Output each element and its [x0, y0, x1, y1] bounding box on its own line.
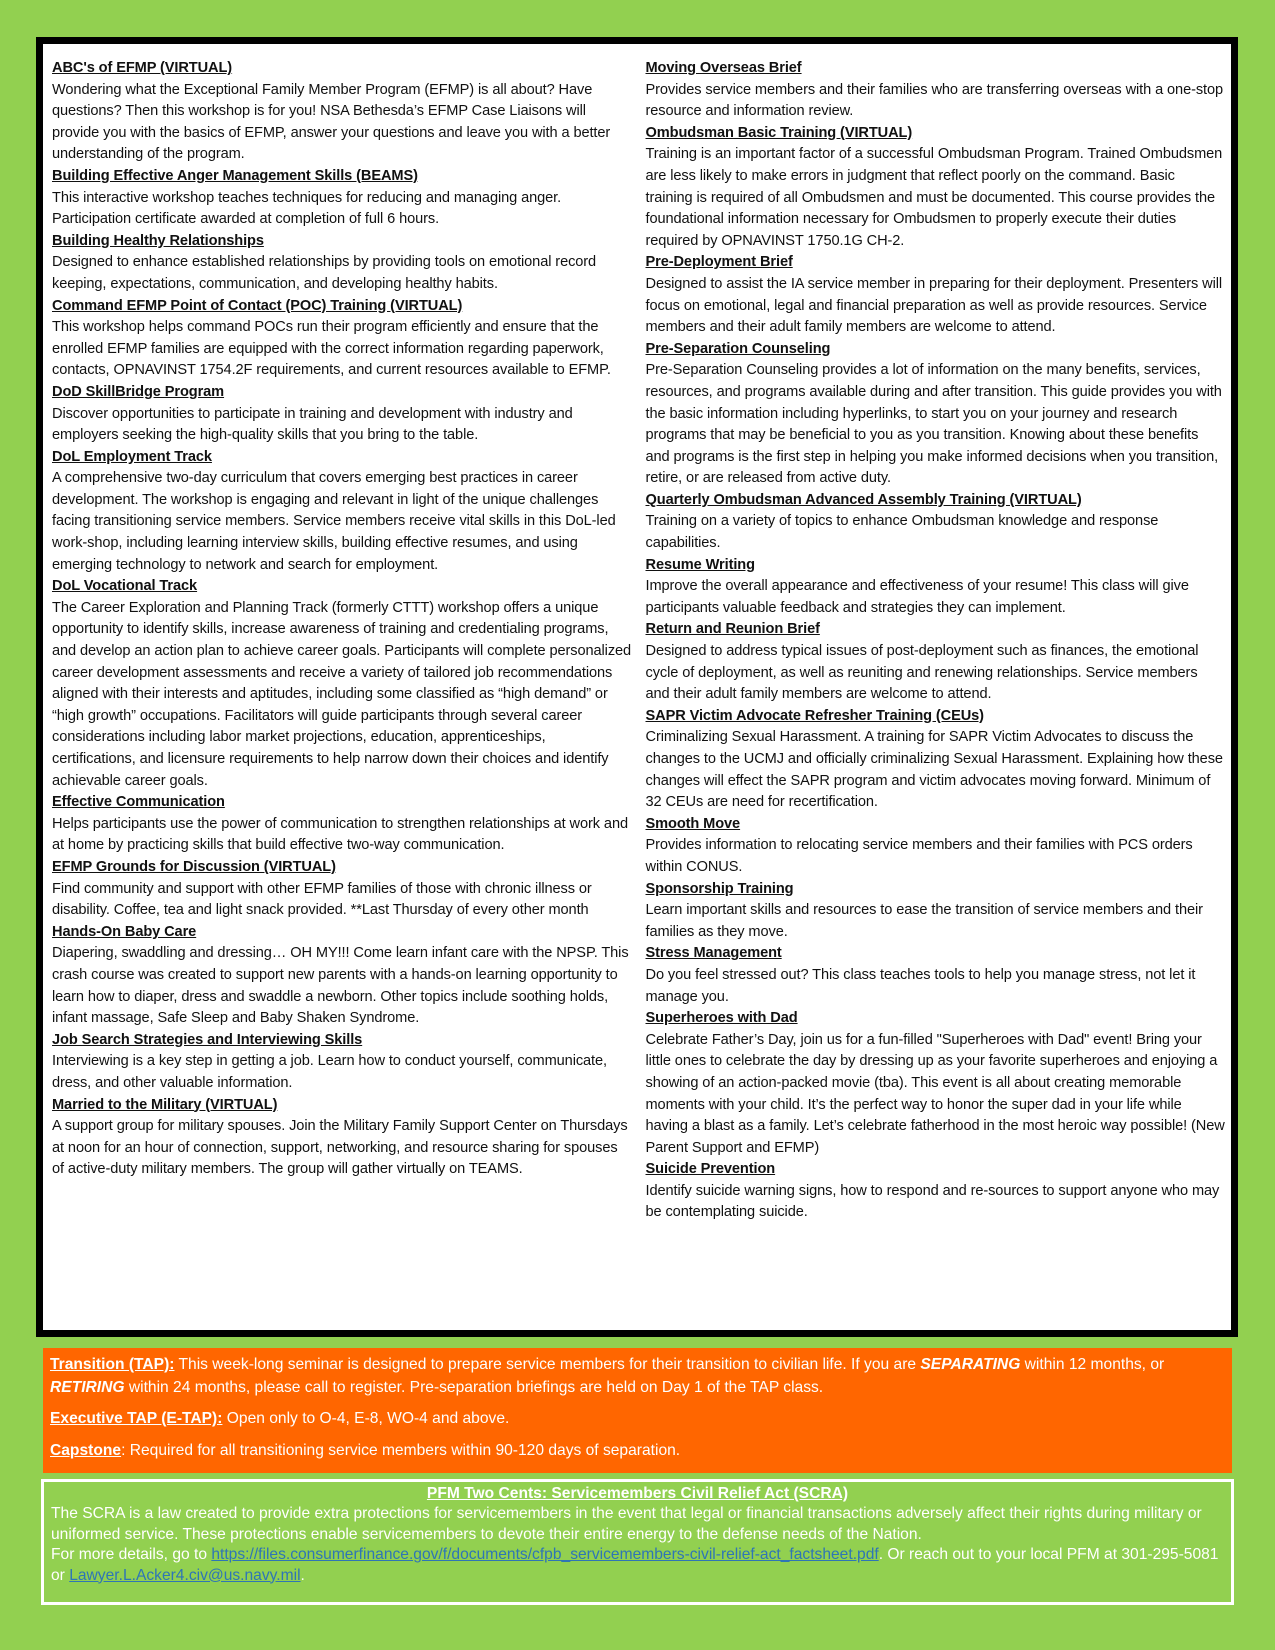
course-catalog [36, 37, 1238, 1337]
course-description: Improve the overall appearance and effectiveness of your resume! This class will give participants valuable feedback and strategies they can implement. [645, 578, 1189, 616]
course-entry [52, 296, 632, 382]
course-title[interactable]: Married to the Military (VIRTUAL) [52, 1096, 278, 1113]
course-entry [646, 490, 1226, 555]
course-title[interactable]: Effective Communication [52, 794, 225, 811]
course-description: Wondering what the Exceptional Family Member Program (EFMP) is all about? Have questions? Then this workshop is for you! NSA Bethesda’s EFMP Case Liaisons will provide you with the basics of EFMP, answer your questions and leave you with a better understanding of the program. [52, 81, 611, 163]
course-description: Identify suicide warning signs, how to respond and re-sources to support anyone who may be contemplating suicide. [645, 1182, 1220, 1221]
course-entry [646, 706, 1226, 814]
course-entry [646, 58, 1226, 123]
pfm-body: The SCRA is a law created to provide extra protections for servicemembers in the event that legal or financial transactions adversely affect their rights during military or uniformed service. These protections enable servicemembers to devote their entire energy to the defense needs of the Nation. [51, 1505, 1202, 1543]
course-description: Discover opportunities to participate in training and development with industry and employers seeking the high-quality skills that you bring to the table. [52, 405, 573, 444]
right-column [646, 58, 1226, 1330]
course-entry [646, 814, 1226, 879]
course-description: This interactive workshop teaches techniques for reducing and managing anger. Participation certificate awarded at completion of full 6 hours. [52, 189, 562, 228]
course-title[interactable]: DoD SkillBridge Program [52, 383, 225, 400]
course-title[interactable]: Superheroes with Dad [645, 1010, 798, 1027]
capstone-text: : Required for all transitioning service members within 90-120 days of separation. [121, 1441, 681, 1459]
course-entry [52, 447, 632, 577]
course-title[interactable]: Smooth Move [645, 815, 741, 832]
course-title[interactable]: Building Healthy Relationships [52, 232, 264, 249]
course-title[interactable]: Quarterly Ombudsman Advanced Assembly Training (VIRTUAL) [645, 491, 1082, 508]
course-entry [52, 382, 632, 447]
course-description: Training is an important factor of a successful Ombudsman Program. Trained Ombudsmen are less likely to make errors in judgment that reflect poorly on the command. Basic training is required of all Ombudsmen and must be documented. This course provides the foundational information necessary for Ombudsmen to properly execute their duties required by OPNAVINST 1750.1G CH-2. [645, 146, 1223, 249]
course-entry [52, 576, 632, 792]
course-entry [52, 58, 632, 166]
course-description: Designed to assist the IA service member in preparing for their deployment. Presenters will focus on emotional, legal and financial preparation as well as provide resources. Service members and their adult family members are welcome to attend. [645, 275, 1223, 336]
etap-label[interactable]: Executive TAP (E-TAP): [50, 1410, 223, 1427]
etap-text: Open only to O-4, E-8, WO-4 and above. [222, 1410, 510, 1427]
transition-text-1: This week-long seminar is designed to prepare service members for their transition to civilian life. If you are [174, 1356, 921, 1373]
transition-text-3: within 24 months, please call to register. Pre-separation briefings are held on Day 1 of the TAP class. [124, 1378, 824, 1396]
course-description: Criminalizing Sexual Harassment. A training for SAPR Victim Advocates to discuss the changes to the UCMJ and officially criminalizing Sexual Harassment. Explaining how these changes will effect the SAPR program and victim advocates moving forward. Minimum of 32 CEUs are need for recertification. [645, 729, 1223, 811]
course-title[interactable]: Resume Writing [645, 556, 755, 573]
separating-text: SEPARATING [920, 1356, 1021, 1373]
pfm-details-end: . [300, 1566, 305, 1584]
capstone-paragraph [50, 1440, 1224, 1463]
course-description: A support group for military spouses. Join the Military Family Support Center on Thursdays at noon for an hour of connection, support, networking, and resource sharing for spouses of active-duty military members. The group will gather virtually on TEAMS. [52, 1118, 628, 1178]
course-description: Designed to enhance established relationships by providing tools on emotional record keeping, expectations, communication, and developing healthy habits. [52, 254, 597, 292]
course-entry [646, 943, 1226, 1008]
capstone-label[interactable]: Capstone [50, 1441, 122, 1459]
course-entry [52, 857, 632, 922]
pfm-details-prefix: For more details, go to [51, 1546, 212, 1564]
left-column [52, 58, 632, 1330]
course-entry [52, 231, 632, 296]
course-description: Interviewing is a key step in getting a job. Learn how to conduct yourself, communicate, dress, and other valuable information. [52, 1053, 607, 1091]
course-title[interactable]: Command EFMP Point of Contact (POC) Training (VIRTUAL) [52, 297, 463, 314]
course-description: A comprehensive two-day curriculum that covers emerging best practices in career development. The workshop is engaging and relevant in light of the unique challenges facing transitioning service members. Service members receive vital skills in this DoL-led work-shop, including learning interview skills, building effective resumes, and using emerging technology to network and search for employment. [52, 470, 616, 573]
course-description: Diapering, swaddling and dressing… OH MY!!! Come learn infant care with the NPSP. This crash course was created to support new parents with a hands-on learning opportunity to learn how to diaper, dress and swaddle a newborn. Other topics include soothing holds, infant massage, Safe Sleep and Baby Shaken Syndrome. [52, 945, 629, 1027]
course-title[interactable]: Return and Reunion Brief [645, 621, 820, 638]
course-entry [646, 879, 1226, 944]
transition-text-2: within 12 months, or [1020, 1356, 1165, 1373]
course-entry [52, 792, 632, 857]
course-description: This workshop helps command POCs run their program efficiently and ensure that the enrolled EFMP families are equipped with the correct information regarding paperwork, contacts, OPNAVINST 1754.2F requirements, and current resources available to EFMP. [52, 319, 611, 379]
course-description: Designed to address typical issues of post-deployment such as finances, the emotional cycle of deployment, as well as reuniting and renewing relationships. Service members and their adult family members are welcome to attend. [645, 643, 1199, 703]
course-description: Training on a variety of topics to enhance Ombudsman knowledge and response capabilities. [645, 513, 1159, 552]
etap-paragraph [50, 1408, 1224, 1431]
course-entry [646, 1159, 1226, 1224]
course-description: Celebrate Father’s Day, join us for a fun-filled "Superheroes with Dad" event! Bring your little ones to celebrate the day by dressing up as your favorite superheroes and enjoying a showing of an action-packed movie (tba). This event is all about creating memorable moments with your child. It’s the perfect way to honor the super dad in your life while having a blast as a family. Let’s celebrate fatherhood in the most heroic way possible! (New Parent Support and EFMP) [645, 1031, 1225, 1156]
course-entry [52, 1095, 632, 1181]
course-description: Pre-Separation Counseling provides a lot of information on the many benefits, services, resources, and programs available during and after transition. This guide provides you with the basic information including hyperlinks, to start you on your journey and research programs that may be beneficial to you as you transition. Knowing about these benefits and programs is the first step in helping you make informed decisions when you transition, retire, or are released from active duty. [645, 362, 1222, 487]
retiring-text: RETIRING [50, 1378, 125, 1396]
course-entry [646, 252, 1226, 338]
course-description: Find community and support with other EFMP families of those with chronic illness or disability. Coffee, tea and light snack provided. **Last Thursday of every other month [52, 880, 592, 919]
pfm-two-cents-box [41, 1479, 1234, 1605]
cfpb-factsheet-link[interactable]: https://files.consumerfinance.gov/f/documents/cfpb_servicemembers-civil-relief-act_factsheet.pdf [211, 1546, 879, 1564]
course-entry [646, 1008, 1226, 1159]
course-entry [646, 123, 1226, 253]
course-title[interactable]: Ombudsman Basic Training (VIRTUAL) [645, 124, 913, 141]
course-title[interactable]: Hands-On Baby Care [52, 923, 197, 940]
course-entry [52, 166, 632, 231]
course-title[interactable]: ABC's of EFMP (VIRTUAL) [52, 60, 233, 76]
pfm-details-mid: . Or reach out to your local PFM at 301-295-5081 or [51, 1546, 1219, 1584]
course-description: Provides service members and their families who are transferring overseas with a one-stop resource and information review. [645, 81, 1224, 120]
course-entry [52, 1030, 632, 1095]
course-description: The Career Exploration and Planning Track (formerly CTTT) workshop offers a unique opportunity to identify skills, increase awareness of training and credentialing programs, and develop an action plan to achieve career goals. Participants will complete personalized career development assessments and receive a variety of tailored job recommendations aligned with their interests and aptitudes, including some classified as “high demand” or “high growth” occupations. Facilitators will guide participants through several career considerations including labor market projections, education, apprenticeships, certifications, and licensure requirements to help narrow down their choices and identify achievable career goals. [52, 599, 632, 789]
course-description: Provides information to relocating service members and their families with PCS orders within CONUS. [645, 837, 1193, 875]
pfm-title: PFM Two Cents: Servicemembers Civil Relief Act (SCRA) [426, 1485, 849, 1502]
course-title[interactable]: Building Effective Anger Management Skills (BEAMS) [52, 167, 418, 184]
course-description: Helps participants use the power of communication to strengthen relationships at work and at home by practicing skills that build effective two-way communication. [52, 815, 628, 854]
pfm-email-link[interactable]: Lawyer.L.Acker4.civ@us.navy.mil [69, 1566, 301, 1584]
course-title[interactable]: Moving Overseas Brief [645, 60, 802, 76]
course-title[interactable]: DoL Employment Track [52, 448, 212, 465]
tap-info-box [43, 1348, 1232, 1473]
course-title[interactable]: Stress Management [645, 945, 782, 962]
course-title[interactable]: SAPR Victim Advocate Refresher Training (CEUs) [645, 707, 984, 724]
pfm-details [51, 1545, 1224, 1586]
course-title[interactable]: EFMP Grounds for Discussion (VIRTUAL) [52, 858, 336, 875]
course-title[interactable]: DoL Vocational Track [52, 578, 198, 595]
course-title[interactable]: Sponsorship Training [645, 880, 794, 897]
transition-tap-label[interactable]: Transition (TAP): [50, 1356, 175, 1373]
course-description: Do you feel stressed out? This class teaches tools to help you manage stress, not let it manage you. [645, 966, 1196, 1005]
course-title[interactable]: Pre-Separation Counseling [645, 340, 831, 357]
course-entry [52, 922, 632, 1030]
course-title[interactable]: Suicide Prevention [645, 1161, 776, 1178]
course-title[interactable]: Pre-Deployment Brief [645, 254, 793, 271]
course-entry [646, 619, 1226, 705]
course-entry [646, 555, 1226, 620]
course-description: Learn important skills and resources to ease the transition of service members and their families as they move. [645, 902, 1203, 940]
course-title[interactable]: Job Search Strategies and Interviewing Skills [52, 1031, 363, 1048]
course-entry [646, 339, 1226, 490]
transition-tap-paragraph [50, 1354, 1224, 1399]
